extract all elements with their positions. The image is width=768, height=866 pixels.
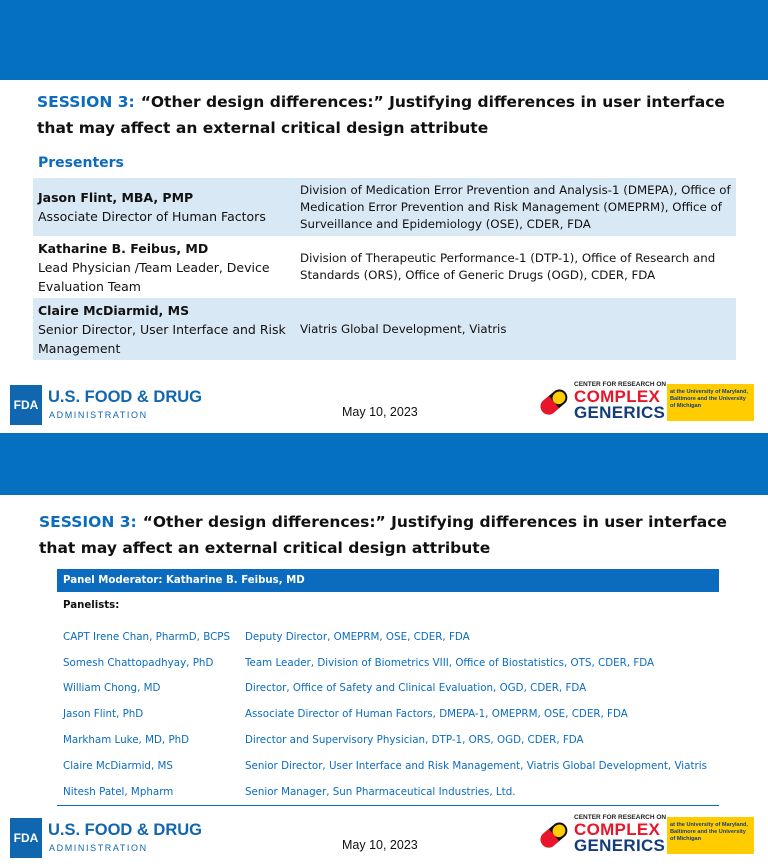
presenter-org: Division of Medication Error Prevention and Analysis-1 (DMEPA), Office of Medication Error Prevention and Risk Management (OMEPRM), Office of Surveillance and Epidemiology (OSE), CDER, FDA [294,178,736,236]
slide-date: May 10, 2023 [342,405,418,419]
table-row [33,178,736,236]
presenter-name: Katharine B. Feibus, MD [38,240,209,256]
session-title [39,509,754,561]
capsule-icon [536,817,572,853]
cg-tagline: at the University of Maryland, Baltimore and the University of Michigan [667,384,754,421]
presenter-cell [33,178,294,236]
table-row [57,624,719,650]
panelist-name: CAPT Irene Chan, PharmD, BCPS [63,630,231,643]
top-banner [0,433,768,495]
presenter-org: Division of Therapeutic Performance-1 (DTP-1), Office of Research and Standards (ORS), Office of Generic Drugs (OGD), CDER, FDA [300,251,716,282]
session-title [37,89,752,141]
capsule-icon [536,384,572,420]
fda-mark: FDA [10,818,42,858]
table-row [57,650,719,676]
cg-top-text: CENTER FOR RESEARCH ON [574,814,667,821]
panelist-title: Director and Supervisory Physician, DTP-1, ORS, OGD, CDER, FDA [245,734,584,747]
panel-table [57,569,719,806]
table-row [57,753,719,779]
moderator-bar: Panel Moderator: Katharine B. Feibus, MD [57,569,719,592]
panelist-title: Deputy Director, OMEPRM, OSE, CDER, FDA [245,630,470,643]
slide-panel [0,433,768,866]
panelist-name: William Chong, MD [63,682,161,695]
session-title-text: “Other design differences:” Justifying differences in user interface that may affect an external critical design attribute [39,513,727,557]
presenter-role: Lead Physician /Team Leader, Device Evaluation Team [38,259,270,294]
panelist-title: Senior Manager, Sun Pharmaceutical Industries, Ltd. [245,785,516,798]
fda-sub: ADMINISTRATION [49,843,148,853]
panelist-title: Associate Director of Human Factors, DMEPA-1, OMEPRM, OSE, CDER, FDA [245,708,628,721]
table-bottom-rule [57,805,719,807]
fda-logo [10,385,203,425]
presenter-role: Senior Director, User Interface and Risk Management [38,321,286,356]
table-row [57,676,719,702]
slide-date: May 10, 2023 [342,838,418,852]
panelist-name: Somesh Chattopadhyay, PhD [63,656,214,669]
table-row [33,298,736,360]
table-row [57,727,719,753]
panelist-title: Senior Director, User Interface and Risk Management, Viatris Global Development, Viatris [245,759,707,772]
panelist-name: Nitesh Patel, Mpharm [63,785,174,798]
cg-tagline: at the University of Maryland, Baltimore and the University of Michigan [667,817,754,854]
panelist-title: Director, Office of Safety and Clinical Evaluation, OGD, CDER, FDA [245,682,587,695]
panelists-heading: Panelists: [63,600,120,611]
top-banner [0,0,768,80]
cg-generics-text: GENERICS [574,403,666,422]
session-label: SESSION 3: [37,93,135,111]
presenter-role: Associate Director of Human Factors [38,209,266,224]
cg-top-text: CENTER FOR RESEARCH ON [574,381,667,388]
presenter-name: Claire McDiarmid, MS [38,302,190,318]
table-row [33,236,736,298]
fda-name: U.S. FOOD & DRUG [48,388,203,406]
presenter-name: Jason Flint, MBA, PMP [38,190,194,205]
presenter-cell [33,298,294,360]
complex-generics-logo [536,381,754,423]
cg-complex-text: COMPLEX [574,387,661,406]
panelist-name: Claire McDiarmid, MS [63,759,173,772]
fda-mark: FDA [10,385,42,425]
session-label: SESSION 3: [39,513,137,531]
cg-complex-text: COMPLEX [574,820,661,839]
cg-generics-text: GENERICS [574,836,666,855]
session-title-text: “Other design differences:” Justifying differences in user interface that may affect an external critical design attribute [37,93,725,137]
fda-logo [10,818,203,858]
table-row [57,779,719,805]
fda-sub: ADMINISTRATION [49,410,148,420]
table-row [57,701,719,727]
presenters-heading: Presenters [38,155,124,171]
panelist-title: Team Leader, Division of Biometrics VIII, Office of Biostatistics, OTS, CDER, FDA [245,656,655,669]
presenters-table [33,178,736,360]
presenter-cell [33,236,294,298]
panelist-name: Markham Luke, MD, PhD [63,734,190,747]
fda-name: U.S. FOOD & DRUG [48,821,203,839]
panelist-name: Jason Flint, PhD [63,708,144,721]
presenter-org: Viatris Global Development, Viatris [294,298,736,360]
complex-generics-logo [536,814,754,856]
